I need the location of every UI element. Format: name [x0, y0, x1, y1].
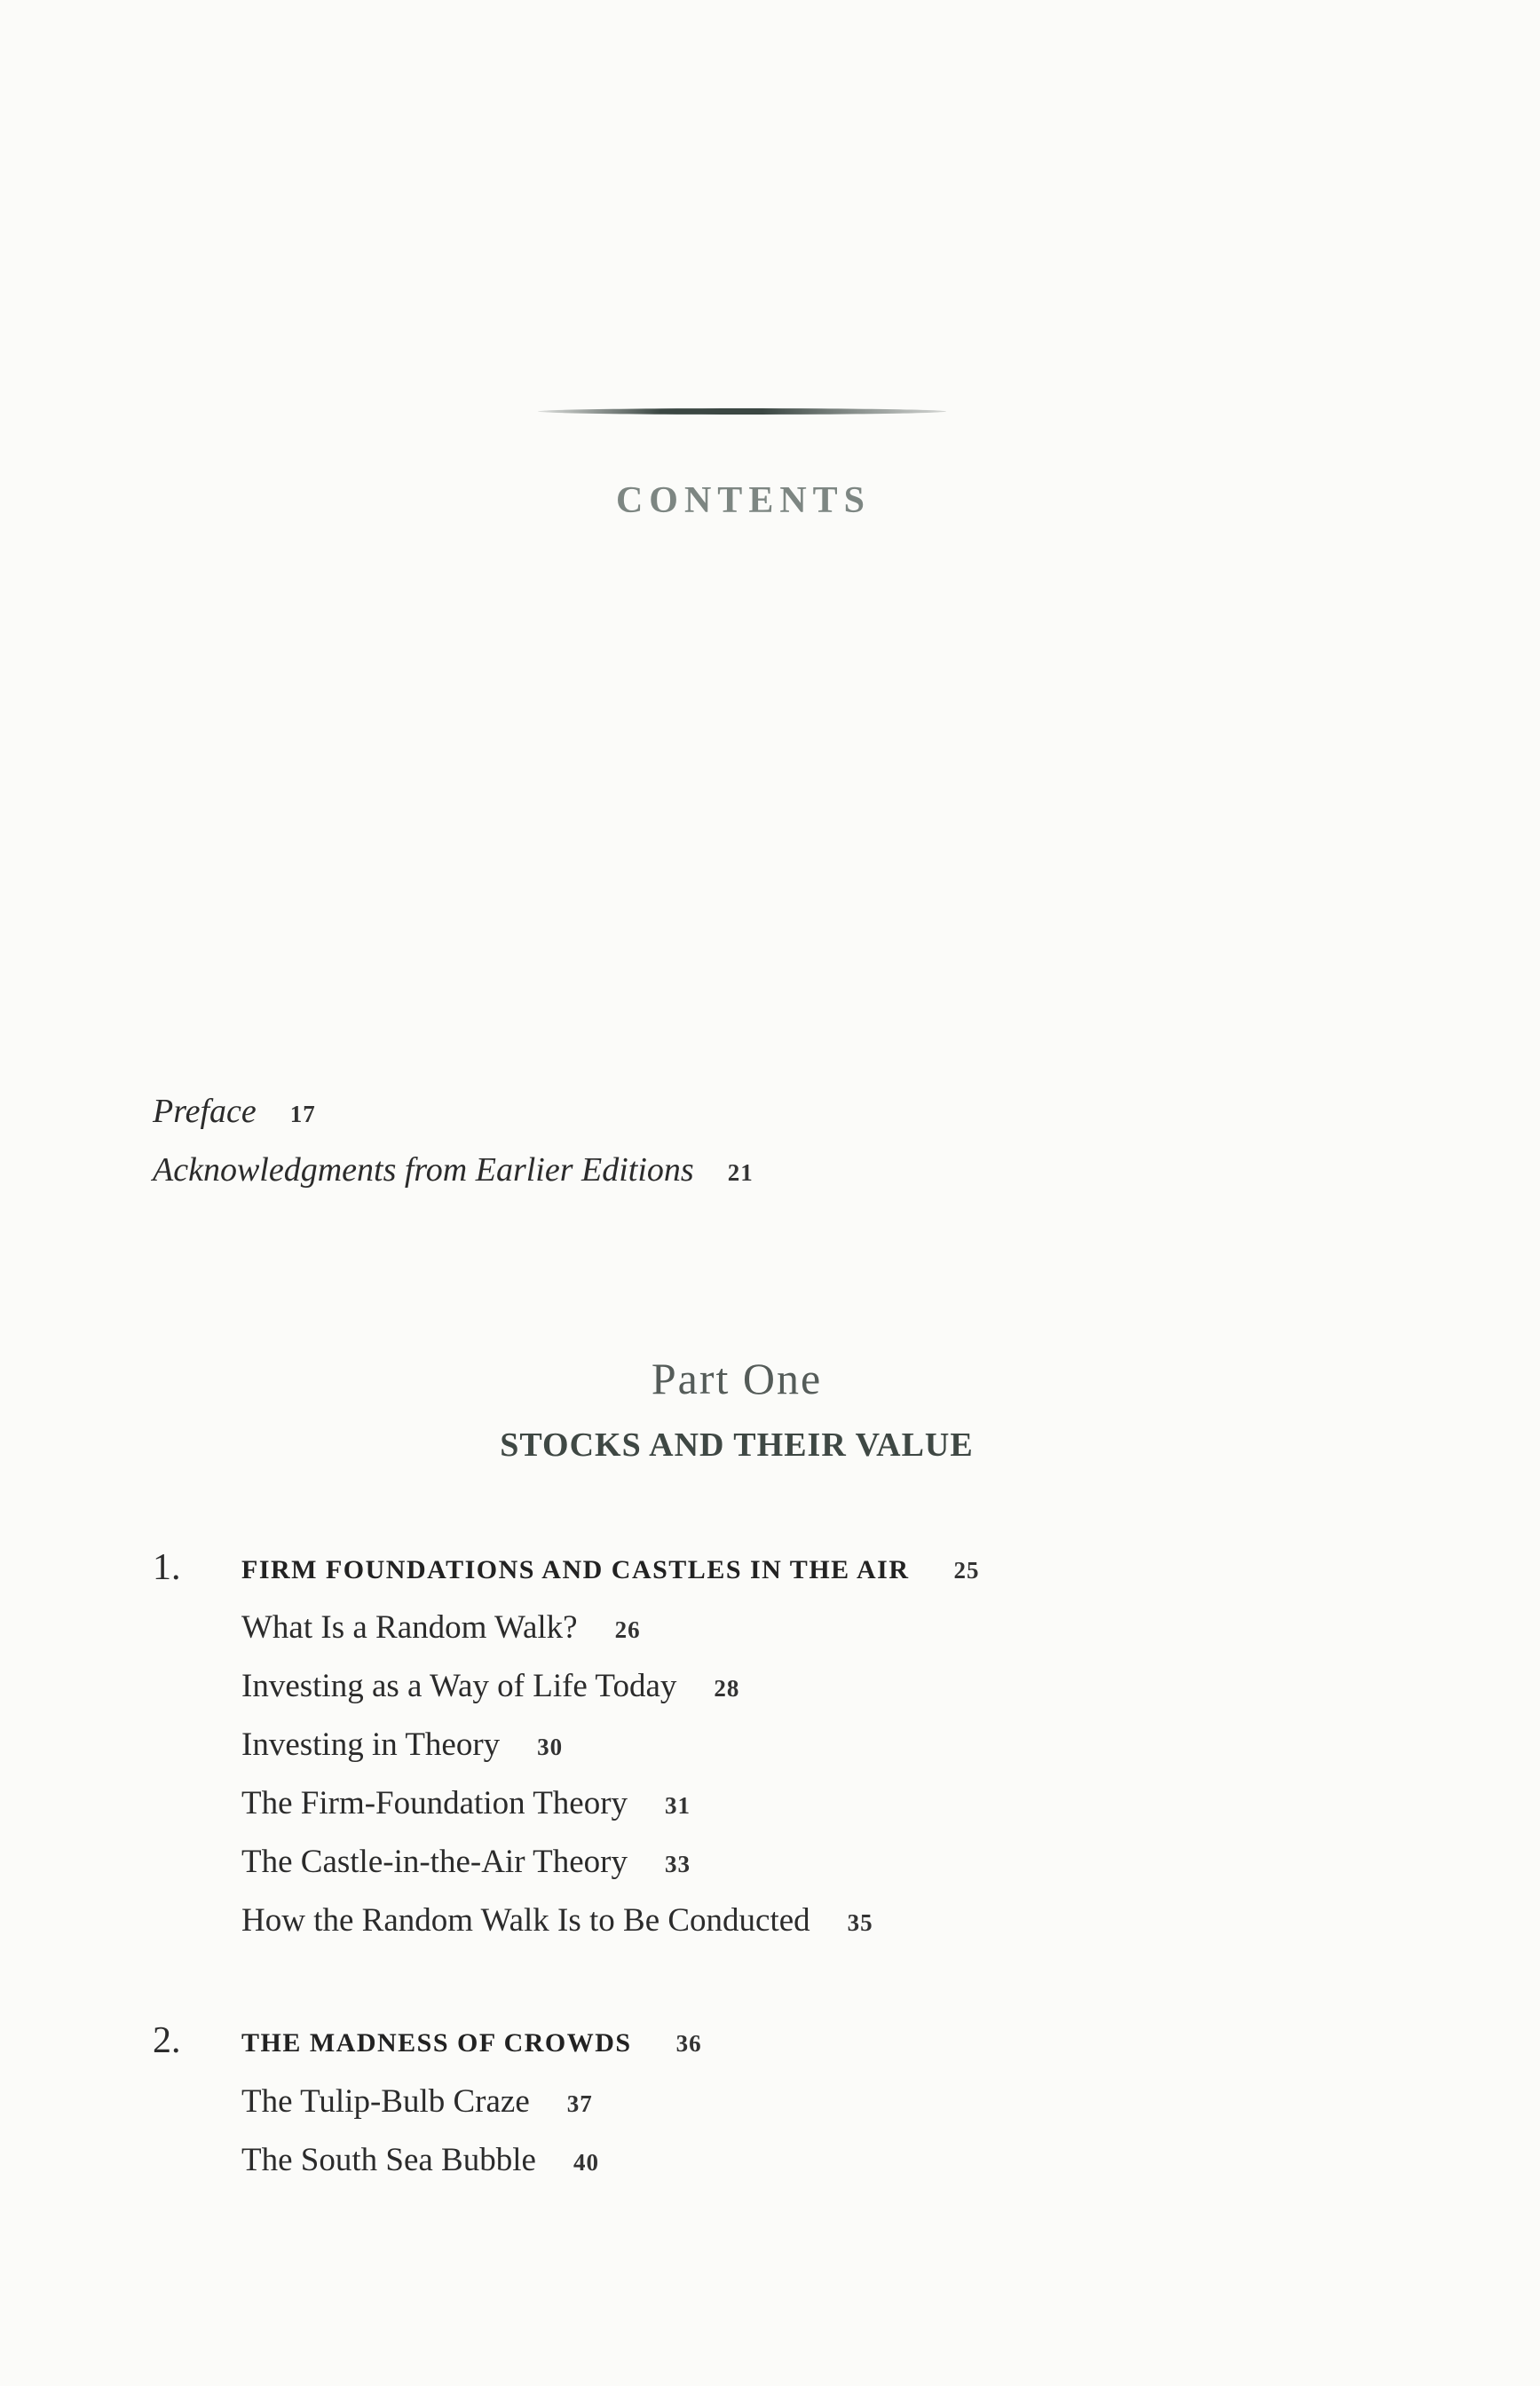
toc-entry-title: Acknowledgments from Earlier Editions [153, 1151, 694, 1189]
toc-page-number: 28 [714, 1675, 740, 1702]
toc-section[interactable] [241, 1608, 641, 1647]
section-title: The Firm-Foundation Theory [241, 1785, 628, 1821]
toc-page-number: 36 [675, 2030, 702, 2057]
toc-page-number: 30 [537, 1734, 564, 1760]
toc-section[interactable] [241, 2082, 593, 2121]
toc-section[interactable] [241, 1667, 739, 1705]
toc-section[interactable] [241, 1901, 873, 1940]
toc-section[interactable] [241, 1784, 691, 1822]
chapter-title: FIRM FOUNDATIONS AND CASTLES IN THE AIR [241, 1555, 910, 1584]
toc-page-number: 25 [953, 1557, 980, 1584]
toc-section[interactable] [241, 2141, 599, 2179]
toc-entry-acknowledgments[interactable] [153, 1150, 754, 1189]
chapter-title: THE MADNESS OF CROWDS [241, 2028, 632, 2058]
section-title: How the Random Walk Is to Be Conducted [241, 1902, 810, 1939]
section-title: The South Sea Bubble [241, 2142, 536, 2178]
part-title: STOCKS AND THEIR VALUE [500, 1426, 974, 1464]
chapter-number: 2. [153, 2020, 181, 2061]
toc-page-number: 26 [614, 1616, 641, 1643]
toc-entry-preface[interactable] [153, 1092, 316, 1131]
toc-page-number: 33 [664, 1851, 691, 1877]
toc-page-number: 35 [847, 1909, 873, 1936]
toc-page-number: 31 [665, 1792, 691, 1819]
part-label: Part One [651, 1354, 823, 1403]
toc-page-number: 37 [566, 2090, 593, 2117]
toc-chapter-1[interactable] [241, 1555, 980, 1585]
decorative-rule [538, 408, 946, 415]
section-title: What Is a Random Walk? [241, 1609, 578, 1646]
toc-page-number: 21 [727, 1159, 754, 1186]
page-title: CONTENTS [615, 480, 872, 521]
section-title: The Castle-in-the-Air Theory [241, 1844, 628, 1880]
toc-section[interactable] [241, 1843, 691, 1881]
section-title: Investing as a Way of Life Today [241, 1668, 677, 1704]
toc-page-number: 17 [289, 1101, 316, 1127]
toc-entry-title: Preface [153, 1093, 257, 1130]
toc-chapter-2[interactable] [241, 2028, 702, 2058]
toc-page-number: 40 [573, 2149, 599, 2176]
section-title: Investing in Theory [241, 1726, 501, 1763]
toc-section[interactable] [241, 1726, 563, 1764]
section-title: The Tulip-Bulb Craze [241, 2083, 530, 2120]
chapter-number: 1. [153, 1547, 181, 1588]
